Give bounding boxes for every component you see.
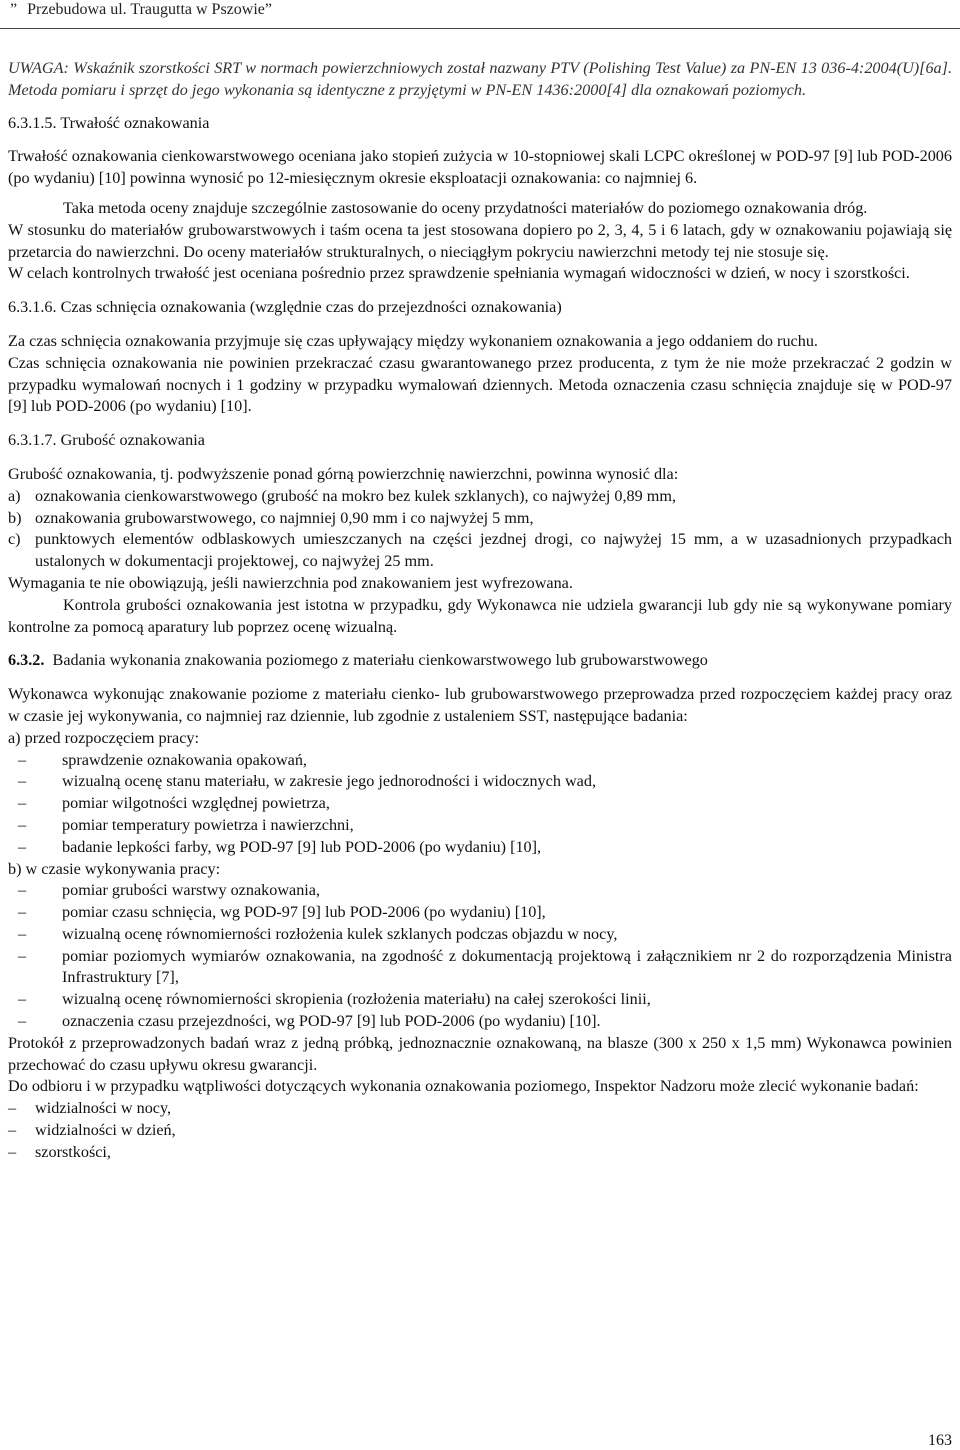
dash-bullet: –: [18, 815, 27, 834]
list-item-text: oznaczenia czasu przejezdności, wg POD-97 [9] lub POD-2006 (po wydaniu) [10].: [62, 1012, 601, 1031]
acceptance-tests-list: [8, 1098, 952, 1163]
list-item: [8, 837, 952, 859]
dash-bullet: –: [18, 1012, 27, 1031]
list-item-text: wizualną ocenę równomierności skropienia (rozłożenia materiału) na całej szerokości linii,: [62, 990, 651, 1009]
list-item: [8, 486, 952, 508]
list-marker: b): [8, 508, 22, 527]
warning-note: UWAGA: Wskaźnik szorstkości SRT w normach powierzchniowych został nazwany PTV (Polishing Test Value) za PN-EN 13 036-4:2004(U)[6a]. Metoda pomiaru i sprzęt do jego wykonania są identyczne z przyjętymi w PN-EN 1436:2000[4] dla oznakowań poziomych.: [8, 59, 952, 99]
list-item: [8, 529, 952, 573]
list-item-text: punktowych elementów odblaskowych umieszczanych na części jezdnej drogi, co najwyżej 15 mm, a w uzasadnionych przypadkach ustalonych w dokumentacji projektowej, co najwyżej 25 mm.: [35, 530, 952, 571]
list-marker: a): [8, 486, 21, 505]
dash-bullet: –: [18, 794, 27, 813]
heading-number: 6.3.2.: [8, 651, 45, 670]
list-item-text: wizualną ocenę stanu materiału, w zakresie jego jednorodności i widocznych wad,: [62, 772, 596, 791]
list-item-text: pomiar temperatury powietrza i nawierzchni,: [62, 815, 354, 834]
paragraph-thickness-intro: Grubość oznakowania, tj. podwyższenie ponad górną powierzchnię nawierzchni, powinna wynosić dla:: [8, 464, 679, 483]
dash-bullet: –: [18, 946, 27, 965]
paragraph-durability-3: W stosunku do materiałów grubowarstwowych i taśm ocena ta jest stosowana dopiero po 2, 3, 4, 5 i 6 latach, gdy w oznakowaniu pojawiają się przetarcia do nawierzchni. Do oceny materiałów strukturalnych, o nieciągłym pokryciu nawierzchni metody tej nie stosuje się.: [8, 220, 952, 261]
list-item: [8, 1011, 952, 1033]
list-item: [8, 771, 952, 793]
list-marker: c): [8, 530, 21, 549]
paragraph-protocol: Protokół z przeprowadzonych badań wraz z jedną próbką, jednoznacznie oznakowaną, na blasze (300 x 250 x 1,5 mm) Wykonawca powinien przechować do czasu upływu okresu gwarancji.: [8, 1033, 952, 1074]
page-number: 163: [928, 1432, 952, 1449]
heading-6-3-1-5: 6.3.1.5. Trwałość oznakowania: [8, 113, 210, 132]
list-item: [8, 815, 952, 837]
list-item: [8, 1142, 952, 1164]
list-item-text: widzialności w nocy,: [35, 1099, 172, 1118]
list-item-text: oznakowania cienkowarstwowego (grubość na mokro bez kulek szklanych), co najwyżej 0,89 mm,: [35, 486, 677, 505]
list-item: [8, 902, 952, 924]
thickness-list: [8, 486, 952, 573]
heading-text: Badania wykonania znakowania poziomego z materiału cienkowarstwowego lub grubowarstwowego: [52, 651, 708, 670]
dash-bullet: –: [8, 1121, 17, 1140]
heading-6-3-1-6: 6.3.1.6. Czas schnięcia oznakowania (względnie czas do przejezdności oznakowania): [8, 298, 562, 317]
list-label-before-work: a) przed rozpoczęciem pracy:: [8, 728, 199, 747]
dash-bullet: –: [8, 1099, 17, 1118]
list-label-during-work: b) w czasie wykonywania pracy:: [8, 859, 221, 878]
paragraph-thickness-3: Kontrola grubości oznakowania jest istotna w przypadku, gdy Wykonawca nie udziela gwarancji lub gdy nie są wykonywane pomiary kontrolne za pomocą aparatury lub poprzez ocenę wizualną.: [8, 595, 952, 636]
paragraph-drying-2: Czas schnięcia oznakowania nie powinien przekraczać czasu gwarantowanego przez producenta, z tym że nie może przekraczać 2 godzin w przypadku wymalowań nocnych i 1 godziny w przypadku wymalowań dziennych. Metoda oznaczenia czasu schnięcia znajduje się w POD-97 [9] lub POD-2006 (po wydaniu) [10].: [8, 353, 952, 416]
dash-bullet: –: [18, 903, 27, 922]
paragraph-durability-4: W celach kontrolnych trwałość jest oceniana pośrednio przez sprawdzenie spełniania wymagań widoczności w dzień, w nocy i szorstkości.: [8, 264, 910, 283]
list-item: [8, 924, 952, 946]
during-work-list: [8, 880, 952, 1033]
list-item: [8, 1120, 952, 1142]
list-item: [8, 508, 952, 530]
list-item-text: widzialności w dzień,: [35, 1121, 176, 1140]
list-item: [8, 793, 952, 815]
header-divider: [0, 28, 960, 29]
before-work-list: [8, 750, 952, 859]
list-item-text: pomiar wilgotności względnej powietrza,: [62, 794, 330, 813]
paragraph-drying-1: Za czas schnięcia oznakowania przyjmuje się czas upływający między wykonaniem oznakowania a jego oddaniem do ruchu.: [8, 331, 818, 350]
dash-bullet: –: [18, 772, 27, 791]
list-item: [8, 1098, 952, 1120]
document-body: [8, 58, 952, 1164]
list-item: [8, 750, 952, 772]
list-item: [8, 880, 952, 902]
paragraph-durability-2: Taka metoda oceny znajduje szczególnie zastosowanie do oceny przydatności materiałów do poziomego oznakowania dróg.: [63, 198, 868, 217]
paragraph-thickness-2: Wymagania te nie obowiązują, jeśli nawierzchnia pod znakowaniem jest wyfrezowana.: [8, 573, 573, 592]
running-header: [10, 0, 950, 30]
header-title: Przebudowa ul. Traugutta w Pszowie”: [27, 1, 272, 18]
paragraph-durability-1: Trwałość oznakowania cienkowarstwowego oceniana jako stopień zużycia w 10-stopniowej skali LCPC określonej w POD-97 [9] lub POD-2006 (po wydaniu) [10] powinna wynosić po 12-miesięcznym okresie eksploatacji oznakowania: co najmniej 6.: [8, 147, 952, 188]
list-item-text: wizualną ocenę równomierności rozłożenia kulek szklanych podczas objazdu w nocy,: [62, 924, 618, 943]
list-item-text: pomiar poziomych wymiarów oznakowania, na zgodność z dokumentacją projektową i załącznikiem nr 2 do rozporządzenia Ministra Infrastruktury [7],: [62, 946, 952, 987]
list-item-text: pomiar czasu schnięcia, wg POD-97 [9] lub POD-2006 (po wydaniu) [10],: [62, 903, 546, 922]
list-item-text: badanie lepkości farby, wg POD-97 [9] lub POD-2006 (po wydaniu) [10],: [62, 837, 542, 856]
paragraph-tests-intro: Wykonawca wykonując znakowanie poziome z materiału cienko- lub grubowarstwowego przeprowadza przed rozpoczęciem każdej pracy oraz w czasie jej wykonywania, co najmniej raz dziennie, lub zgodnie z ustaleniem SST, następujące badania:: [8, 685, 952, 725]
list-item-text: pomiar grubości warstwy oznakowania,: [62, 881, 321, 900]
list-item-text: oznakowania grubowarstwowego, co najmniej 0,90 mm i co najwyżej 5 mm,: [35, 508, 534, 527]
list-item-text: sprawdzenie oznakowania opakowań,: [62, 750, 307, 769]
dash-bullet: –: [18, 924, 27, 943]
dash-bullet: –: [18, 837, 27, 856]
dash-bullet: –: [18, 881, 27, 900]
header-quote-mark: ”: [10, 1, 18, 18]
dash-bullet: –: [8, 1142, 17, 1161]
paragraph-acceptance: Do odbioru i w przypadku wątpliwości dotyczących wykonania oznakowania poziomego, Inspektor Nadzoru może zlecić wykonanie badań:: [8, 1077, 919, 1096]
heading-6-3-2: [8, 650, 952, 672]
dash-bullet: –: [18, 990, 27, 1009]
list-item: [8, 946, 952, 990]
list-item: [8, 989, 952, 1011]
list-item-text: szorstkości,: [35, 1142, 111, 1161]
dash-bullet: –: [18, 750, 27, 769]
heading-6-3-1-7: 6.3.1.7. Grubość oznakowania: [8, 431, 205, 450]
